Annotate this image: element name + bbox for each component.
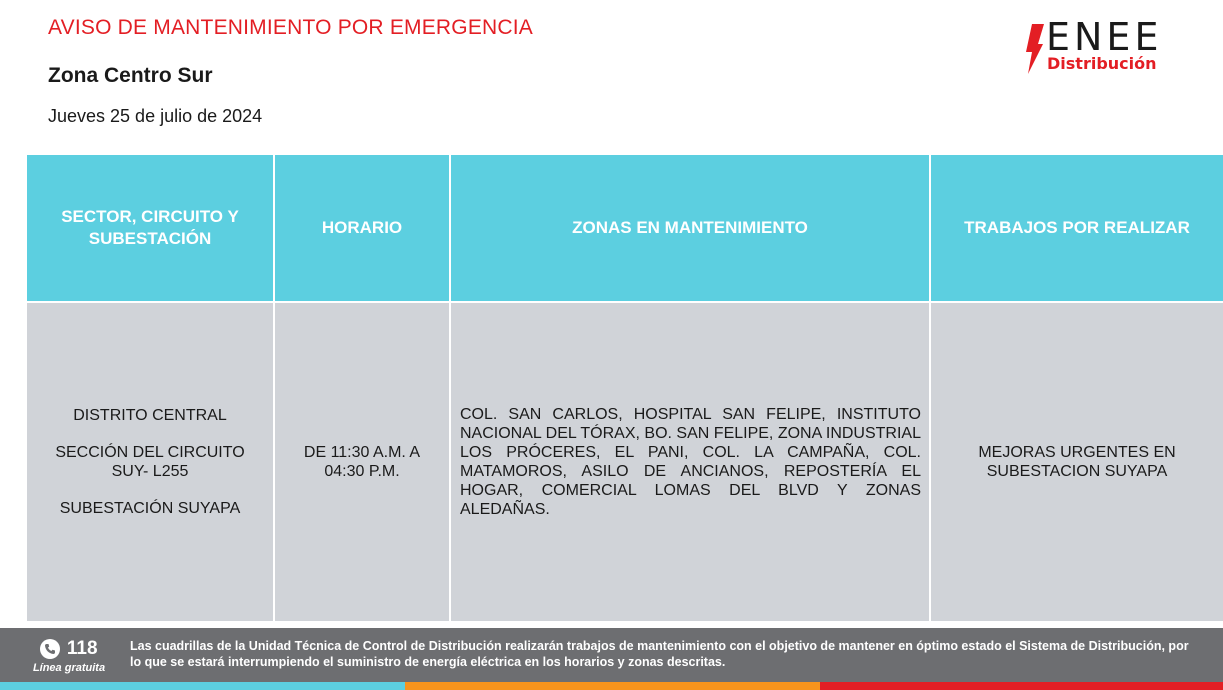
hotline[interactable] [30,638,108,674]
header-sector: SECTOR, CIRCUITO Y SUBESTACIÓN [26,154,274,302]
sector-district: DISTRITO CENTRAL [73,407,227,424]
sector-substation: SUBESTACIÓN SUYAPA [59,500,241,517]
table-header-row [26,154,1223,302]
hotline-number: 118 [66,638,98,659]
stripe-red [820,682,1223,690]
stripe-orange [405,682,820,690]
enee-logo [1024,15,1199,80]
logo-subtitle: Distribución [1047,54,1157,73]
cell-zones: COL. SAN CARLOS, HOSPITAL SAN FELIPE, INSTITUTO NACIONAL DEL TÓRAX, BO. SAN FELIPE, ZONA INDUSTRIAL LOS PRÓCERES, EL PANI, COL. LA CAMPAÑA, COL. MATAMOROS, ASILO DE ANCIANOS, REPOSTERÍA EL HOGAR, COMERCIAL LOMAS DEL BLVD Y ZONAS ALEDAÑAS. [450,302,930,622]
footer-bar [0,628,1223,682]
footer-text: Las cuadrillas de la Unidad Técnica de Control de Distribución realizarán trabajos de mantenimiento con el objetivo de mantener en óptimo estado el Sistema de Distribución, por lo que se estará interrumpiendo el suministro de energía eléctrica en los horarios y zonas descritas. [130,639,1189,669]
phone-icon [40,639,60,659]
cell-sector [26,302,274,622]
stripe-cyan [0,682,405,690]
lightning-bolt-icon [1024,24,1044,74]
header-zones: ZONAS EN MANTENIMIENTO [450,154,930,302]
notice-title: AVISO DE MANTENIMIENTO POR EMERGENCIA [48,16,534,39]
cell-schedule: DE 11:30 A.M. A 04:30 P.M. [274,302,450,622]
hotline-label: Línea gratuita [32,662,106,674]
logo-brand: ENEE [1046,15,1163,59]
sector-circuit: SECCIÓN DEL CIRCUITO SUY- L255 [55,444,245,480]
header-schedule: HORARIO [274,154,450,302]
cell-work: MEJORAS URGENTES EN SUBESTACION SUYAPA [930,302,1223,622]
zone-title: Zona Centro Sur [48,64,213,87]
header-work: TRABAJOS POR REALIZAR [930,154,1223,302]
notice-date: Jueves 25 de julio de 2024 [48,106,263,126]
maintenance-table [25,153,1223,623]
table-row [26,302,1223,622]
